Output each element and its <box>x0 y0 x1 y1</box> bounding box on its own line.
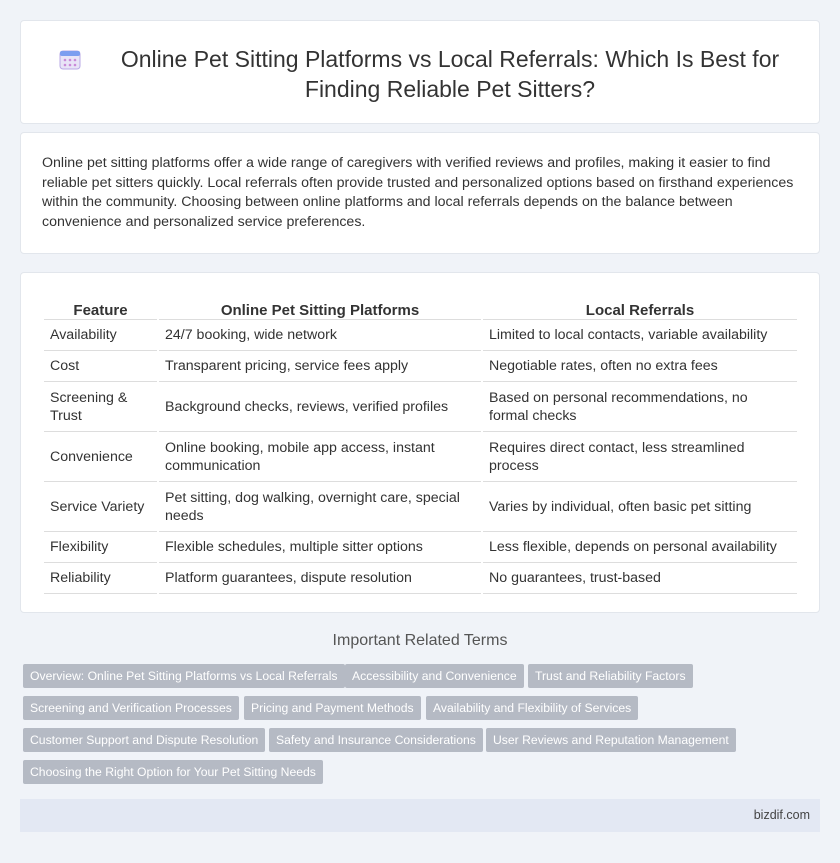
header-local: Local Referrals <box>483 295 797 320</box>
table-row <box>44 351 797 382</box>
tag-overview[interactable]: Overview: Online Pet Sitting Platforms vs Local Referrals <box>23 664 345 688</box>
table-row <box>44 563 797 594</box>
online-cell: Flexible schedules, multiple sitter options <box>159 532 481 563</box>
table-header-row <box>44 295 797 320</box>
online-cell: Online booking, mobile app access, instant communication <box>159 432 481 482</box>
table-row <box>44 482 797 532</box>
online-cell: Transparent pricing, service fees apply <box>159 351 481 382</box>
online-cell: Background checks, reviews, verified profiles <box>159 382 481 432</box>
table-row <box>44 382 797 432</box>
local-cell: No guarantees, trust-based <box>483 563 797 594</box>
related-terms-title: Important Related Terms <box>332 632 508 649</box>
title-card <box>20 20 820 124</box>
online-cell: Pet sitting, dog walking, overnight care, special needs <box>159 482 481 532</box>
table-row <box>44 320 797 351</box>
footer-site-link[interactable]: bizdif.com <box>753 808 810 822</box>
tag-reviews[interactable]: User Reviews and Reputation Management <box>486 728 736 752</box>
page-title: Online Pet Sitting Platforms vs Local Referrals: Which Is Best for Finding Reliable Pet Sitters? <box>120 46 780 102</box>
feature-cell: Reliability <box>44 563 157 594</box>
feature-cell: Cost <box>44 351 157 382</box>
local-cell: Requires direct contact, less streamlined process <box>483 432 797 482</box>
intro-paragraph: Online pet sitting platforms offer a wide range of caregivers with verified reviews and profiles, making it easier to find reliable pet sitters quickly. Local referrals often provide trusted and personalized options based on firsthand experiences within the community. Choosing between online platforms and local referrals depends on the balance between convenience and personalized service preferences. <box>42 155 794 230</box>
header-online: Online Pet Sitting Platforms <box>159 295 481 320</box>
tag-support[interactable]: Customer Support and Dispute Resolution <box>23 728 265 752</box>
feature-cell: Screening & Trust <box>44 382 157 432</box>
local-cell: Limited to local contacts, variable availability <box>483 320 797 351</box>
local-cell: Varies by individual, often basic pet sitting <box>483 482 797 532</box>
comparison-table <box>42 295 799 594</box>
calendar-icon <box>59 48 81 70</box>
footer <box>20 799 820 832</box>
tag-accessibility[interactable]: Accessibility and Convenience <box>345 664 524 688</box>
feature-cell: Availability <box>44 320 157 351</box>
local-cell: Based on personal recommendations, no formal checks <box>483 382 797 432</box>
comparison-card <box>20 272 820 613</box>
feature-cell: Convenience <box>44 432 157 482</box>
tag-choosing[interactable]: Choosing the Right Option for Your Pet Sitting Needs <box>23 760 323 784</box>
local-cell: Negotiable rates, often no extra fees <box>483 351 797 382</box>
table-row <box>44 432 797 482</box>
online-cell: Platform guarantees, dispute resolution <box>159 563 481 594</box>
table-row <box>44 532 797 563</box>
feature-cell: Flexibility <box>44 532 157 563</box>
tag-safety[interactable]: Safety and Insurance Considerations <box>269 728 483 752</box>
intro-card <box>20 132 820 254</box>
feature-cell: Service Variety <box>44 482 157 532</box>
tag-trust[interactable]: Trust and Reliability Factors <box>528 664 693 688</box>
header-feature: Feature <box>44 295 157 320</box>
tag-pricing[interactable]: Pricing and Payment Methods <box>244 696 421 720</box>
online-cell: 24/7 booking, wide network <box>159 320 481 351</box>
tag-availability[interactable]: Availability and Flexibility of Services <box>426 696 638 720</box>
local-cell: Less flexible, depends on personal availability <box>483 532 797 563</box>
tag-screening[interactable]: Screening and Verification Processes <box>23 696 239 720</box>
